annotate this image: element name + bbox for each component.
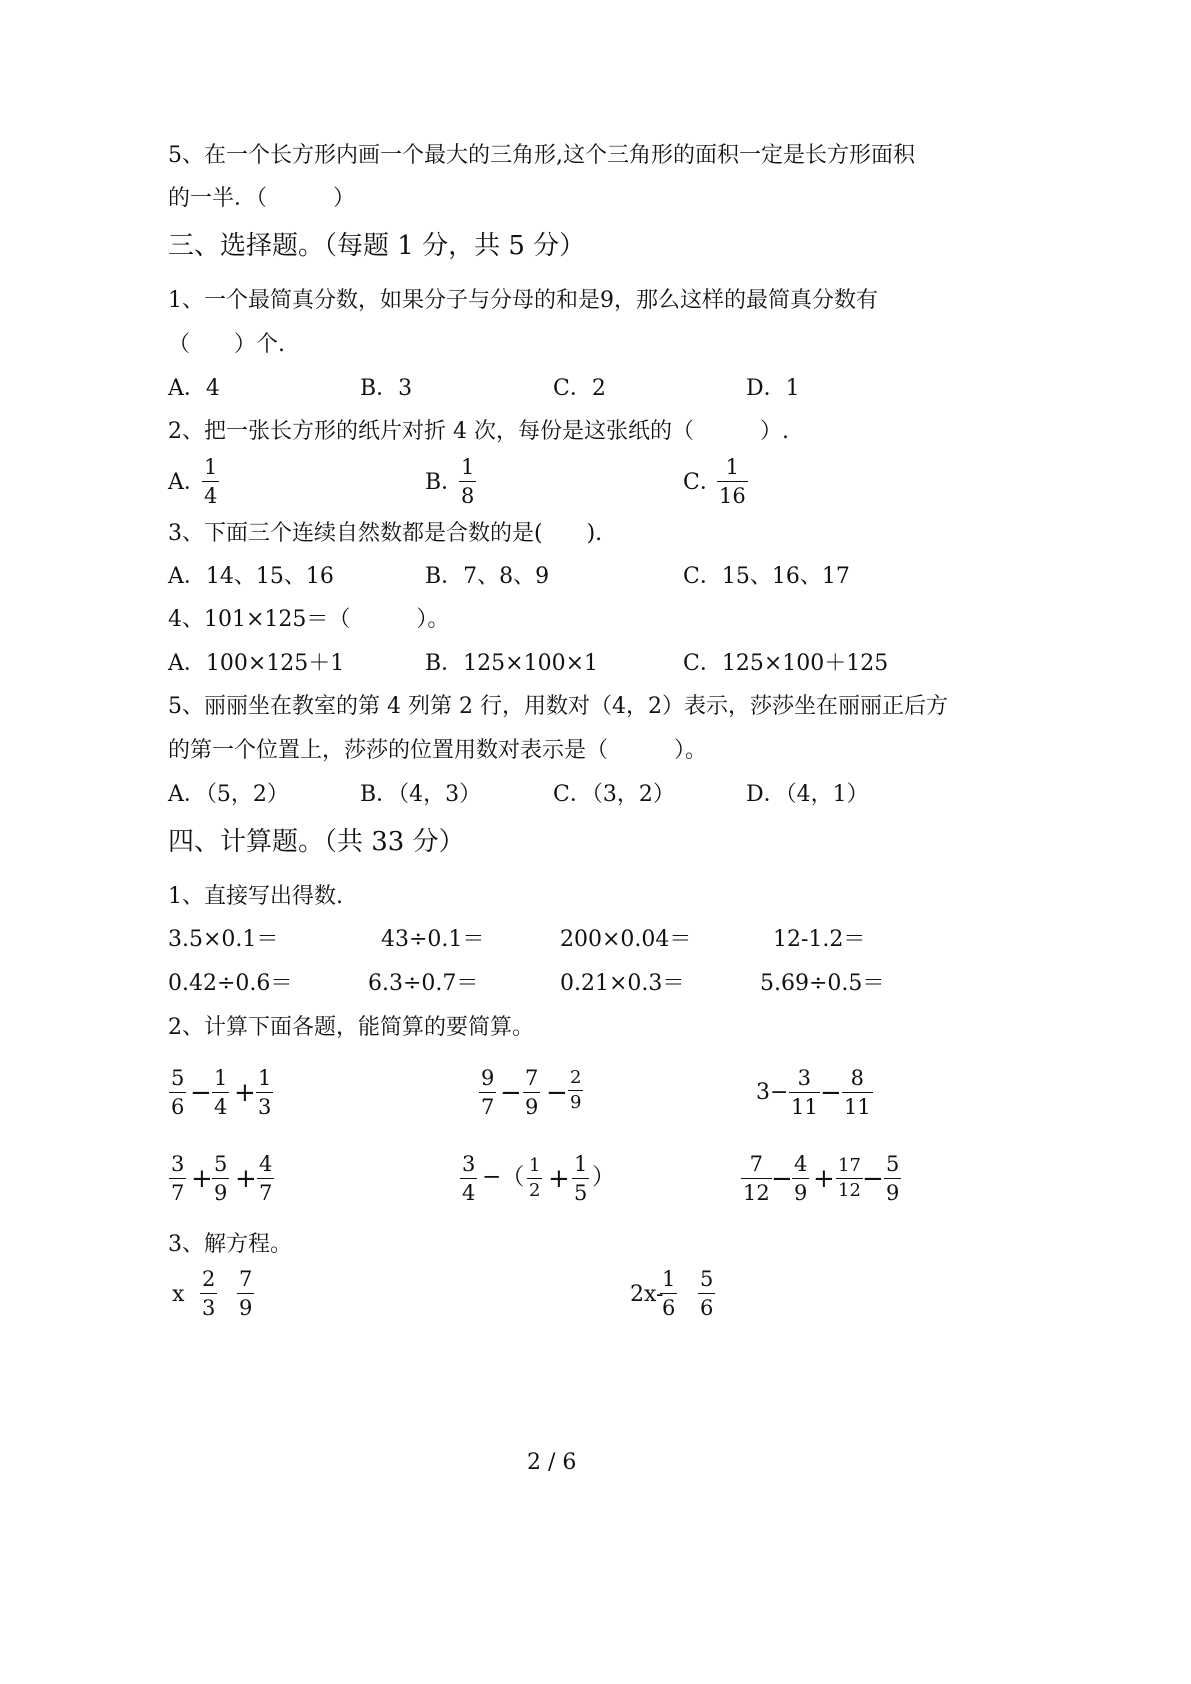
- denominator: 16: [719, 484, 746, 508]
- numerator: 1: [461, 455, 475, 479]
- s3-q5-line2: 的第一个位置上，莎莎的位置用数对表示是（ ）。: [168, 738, 708, 763]
- s3-q5-option-d: D．（4，1）: [746, 782, 869, 807]
- numerator: 1: [574, 1152, 588, 1176]
- numerator: 17: [838, 1155, 861, 1176]
- denominator: 6: [700, 1296, 714, 1320]
- numerator: 5: [214, 1152, 228, 1176]
- s3-q3-option-c: C．15、16、17: [683, 564, 850, 589]
- s3-q5-option-c: C．（3，2）: [553, 782, 675, 807]
- denominator: 2: [529, 1180, 541, 1201]
- numerator: 2: [570, 1067, 582, 1088]
- s3-q2-option-b-label: B．: [425, 470, 464, 495]
- denominator: 9: [525, 1095, 539, 1119]
- denominator: 4: [462, 1181, 476, 1205]
- judge-q5-line1: 5、在一个长方形内画一个最大的三角形,这个三角形的面积一定是长方形面积: [168, 143, 915, 168]
- operator: −: [190, 1078, 212, 1108]
- operator: −: [771, 1164, 793, 1194]
- s4-oral-2-1: 0.42÷0.6＝: [168, 971, 293, 996]
- operator: +: [548, 1164, 570, 1194]
- numerator: 4: [794, 1152, 808, 1176]
- s4-q1: 1、直接写出得数.: [168, 884, 343, 909]
- s3-q3-option-a: A．14、15、16: [168, 564, 334, 589]
- denominator: 4: [204, 484, 218, 508]
- denominator: 7: [259, 1181, 273, 1205]
- denominator: 3: [258, 1095, 272, 1119]
- s4-oral-1-1: 3.5×0.1＝: [168, 927, 279, 952]
- numerator: 8: [850, 1066, 865, 1090]
- s4-oral-2-4: 5.69÷0.5＝: [760, 971, 885, 996]
- denominator: 5: [574, 1181, 588, 1205]
- s3-q1-option-a: A．4: [168, 376, 220, 401]
- numerator: 7: [749, 1152, 764, 1176]
- variable: x: [172, 1282, 185, 1307]
- denominator: 11: [844, 1095, 871, 1119]
- denominator: 9: [886, 1181, 900, 1205]
- denominator: 11: [791, 1095, 818, 1119]
- close-paren: ）: [592, 1164, 615, 1190]
- section4-title: 四、计算题。（共 33 分）: [168, 827, 465, 857]
- s3-q1-option-b: B．3: [360, 376, 413, 401]
- operator: +: [191, 1164, 213, 1194]
- denominator: 7: [481, 1095, 495, 1119]
- numerator: 7: [239, 1267, 253, 1291]
- s3-q5-option-a: A．（5，2）: [168, 782, 289, 807]
- operator: −: [500, 1078, 522, 1108]
- judge-q5-line2: 的一半．（ ）: [168, 186, 356, 211]
- s3-q4-option-b: B．125×100×1: [425, 651, 599, 676]
- s4-oral-1-4: 12-1.2＝: [773, 927, 866, 952]
- numerator: 5: [700, 1267, 714, 1291]
- s3-q5-option-b: B．（4，3）: [360, 782, 482, 807]
- leading-term: 2x-: [630, 1282, 664, 1307]
- denominator: 4: [214, 1095, 228, 1119]
- s3-q4: 4、101×125＝（ ）。: [168, 607, 450, 632]
- s3-q2-option-a-fraction: [202, 455, 219, 508]
- s4-oral-2-3: 0.21×0.3＝: [560, 971, 685, 996]
- s3-q2-option-c-label: C．: [683, 470, 722, 495]
- leading-term: 3−: [756, 1080, 789, 1105]
- s3-q2-option-a-label: A．: [168, 470, 206, 495]
- numerator: 1: [204, 455, 218, 479]
- denominator: 6: [662, 1296, 676, 1320]
- numerator: 3: [171, 1152, 185, 1176]
- operator: +: [234, 1078, 256, 1108]
- numerator: 2: [202, 1267, 216, 1291]
- denominator: 9: [794, 1181, 808, 1205]
- operator: +: [235, 1164, 257, 1194]
- operator: −: [862, 1164, 884, 1194]
- numerator: 3: [797, 1066, 812, 1090]
- denominator: 12: [838, 1180, 861, 1201]
- s3-q2-option-c-fraction: [717, 455, 748, 508]
- operator: −（: [482, 1164, 525, 1190]
- numerator: 1: [214, 1066, 228, 1090]
- s3-q1-line1: 1、一个最简真分数，如果分子与分母的和是9，那么这样的最简真分数有: [168, 288, 878, 313]
- s4-oral-1-3: 200×0.04＝: [560, 927, 692, 952]
- denominator: 3: [202, 1296, 216, 1320]
- s4-q3: 3、解方程。: [168, 1232, 292, 1257]
- numerator: 1: [662, 1267, 676, 1291]
- s3-q4-option-a: A．100×125＋1: [168, 651, 345, 676]
- numerator: 5: [171, 1066, 185, 1090]
- denominator: 12: [743, 1181, 770, 1205]
- numerator: 1: [258, 1066, 272, 1090]
- s4-q2: 2、计算下面各题，能简算的要简算。: [168, 1015, 534, 1040]
- page-number: 2 / 6: [527, 1450, 577, 1475]
- denominator: 8: [461, 484, 475, 508]
- numerator: 4: [259, 1152, 273, 1176]
- numerator: 9: [481, 1066, 495, 1090]
- numerator: 3: [462, 1152, 476, 1176]
- denominator: 6: [171, 1095, 185, 1119]
- s3-q4-option-c: C．125×100＋125: [683, 651, 889, 676]
- section3-title: 三、选择题。（每题 1 分，共 5 分）: [168, 231, 586, 261]
- s3-q3: 3、下面三个连续自然数都是合数的是( ).: [168, 521, 603, 546]
- s3-q5-line1: 5、丽丽坐在教室的第 4 列第 2 行，用数对（4，2）表示，莎莎坐在丽丽正后方: [168, 694, 948, 719]
- numerator: 1: [725, 455, 740, 479]
- denominator: 9: [214, 1181, 228, 1205]
- s3-q2-option-b-fraction: [459, 455, 476, 508]
- s4-oral-1-2: 43÷0.1＝: [381, 927, 485, 952]
- s3-q3-option-b: B．7、8、9: [425, 564, 550, 589]
- s3-q1-line2: （ ）个.: [168, 332, 285, 357]
- operator: −: [546, 1078, 568, 1108]
- numerator: 1: [529, 1155, 541, 1176]
- s3-q1-option-d: D．1: [746, 376, 800, 401]
- operator: −: [820, 1078, 842, 1108]
- s3-q2: 2、把一张长方形的纸片对折 4 次，每份是这张纸的（ ）.: [168, 419, 789, 444]
- numerator: 7: [525, 1066, 539, 1090]
- denominator: 9: [239, 1296, 253, 1320]
- numerator: 5: [886, 1152, 900, 1176]
- denominator: 9: [570, 1092, 582, 1113]
- operator: +: [813, 1164, 835, 1194]
- s4-oral-2-2: 6.3÷0.7＝: [368, 971, 479, 996]
- denominator: 7: [171, 1181, 185, 1205]
- s3-q1-option-c: C．2: [553, 376, 606, 401]
